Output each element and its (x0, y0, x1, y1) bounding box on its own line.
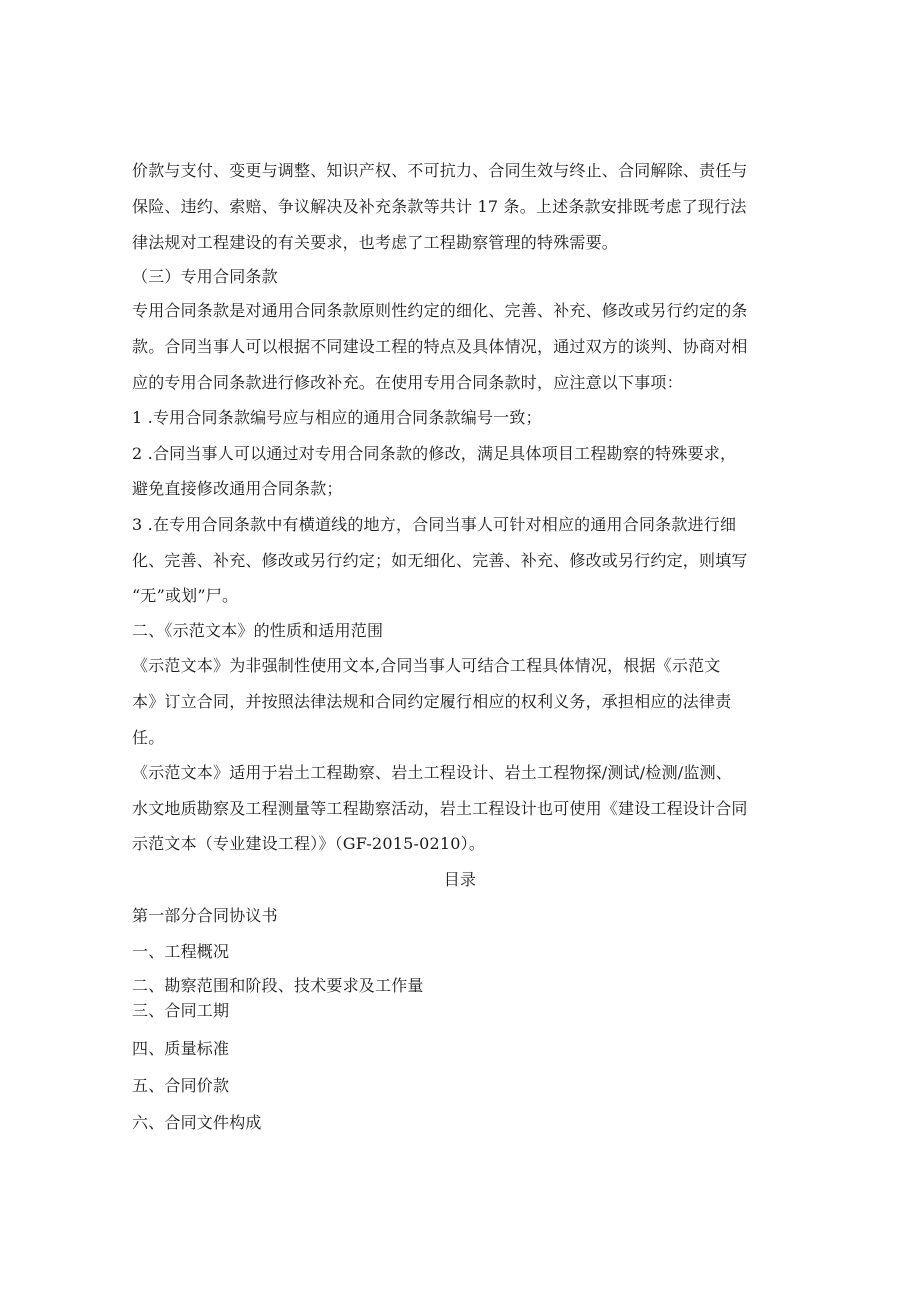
special-terms-item-2-line-1: 2 .合同当事人可以通过对专用合同条款的修改，满足具体项目工程勘察的特殊要求， (132, 444, 737, 463)
toc-title: 目录 (443, 870, 477, 889)
special-terms-item-1: 1 .专用合同条款编号应与相应的通用合同条款编号一致； (132, 408, 542, 427)
intro-line-3: 律法规对工程建设的有关要求，也考虑了工程勘察管理的特殊需要。 (132, 233, 619, 252)
intro-line-2: 保险、违约、索赔、争议解决及补充条款等共计 17 条。上述条款安排既考虑了现行法 (132, 197, 747, 216)
nature-scope-para1-line-1: 《示范文本》为非强制性使用文本,合同当事人可结合工程具体情况，根据《示范文 (132, 656, 721, 675)
toc-item-contract-price: 五、合同价款 (132, 1076, 230, 1095)
nature-scope-para2-line-2: 水文地质勘察及工程测量等工程勘察活动，岩土工程设计也可使用《建设工程设计合同 (132, 799, 748, 818)
special-terms-item-3-line-2: 化、完善、补充、修改或另行约定；如无细化、完善、补充、修改或另行约定，则填写 (132, 551, 748, 570)
nature-scope-para1-line-3: 任。 (132, 728, 165, 747)
nature-scope-para2-line-1: 《示范文本》适用于岩土工程勘察、岩土工程设计、岩土工程物探/测试/检测/监测、 (132, 763, 732, 782)
toc-item-part-one: 第一部分合同协议书 (132, 906, 278, 925)
special-terms-para-line-1: 专用合同条款是对通用合同条款原则性约定的细化、完善、补充、修改或另行约定的条 (132, 301, 748, 320)
special-terms-item-3-line-1: 3 .在专用合同条款中有横道线的地方，合同当事人可针对相应的通用合同条款进行细 (132, 515, 737, 534)
special-terms-heading: （三）专用合同条款 (132, 267, 278, 286)
special-terms-item-2-line-2: 避免直接修改通用合同条款； (132, 479, 343, 498)
nature-scope-para1-line-2: 本》订立合同，并按照法律法规和合同约定履行相应的权利义务，承担相应的法律责 (132, 692, 732, 711)
toc-item-contract-documents: 六、合同文件构成 (132, 1113, 262, 1132)
nature-scope-heading: 二、《示范文本》的性质和适用范围 (132, 621, 384, 640)
nature-scope-para2-line-3: 示范文本（专业建设工程）》（GF-2015-0210）。 (132, 834, 486, 853)
special-terms-para-line-3: 应的专用合同条款进行修改补充。在使用专用合同条款时，应注意以下事项： (132, 373, 683, 392)
toc-item-survey-scope: 二、勘察范围和阶段、技术要求及工作量 (132, 976, 424, 995)
toc-item-contract-period: 三、合同工期 (132, 1001, 230, 1020)
toc-item-quality-standard: 四、质量标准 (132, 1039, 230, 1058)
toc-item-project-overview: 一、工程概况 (132, 942, 230, 961)
intro-line-1: 价款与支付、变更与调整、知识产权、不可抗力、合同生效与终止、合同解除、责任与 (132, 161, 748, 180)
special-terms-item-3-line-3: “无”或划”尸。 (132, 586, 239, 605)
special-terms-para-line-2: 款。合同当事人可以根据不同建设工程的特点及具体情况，通过双方的谈判、协商对相 (132, 337, 748, 356)
